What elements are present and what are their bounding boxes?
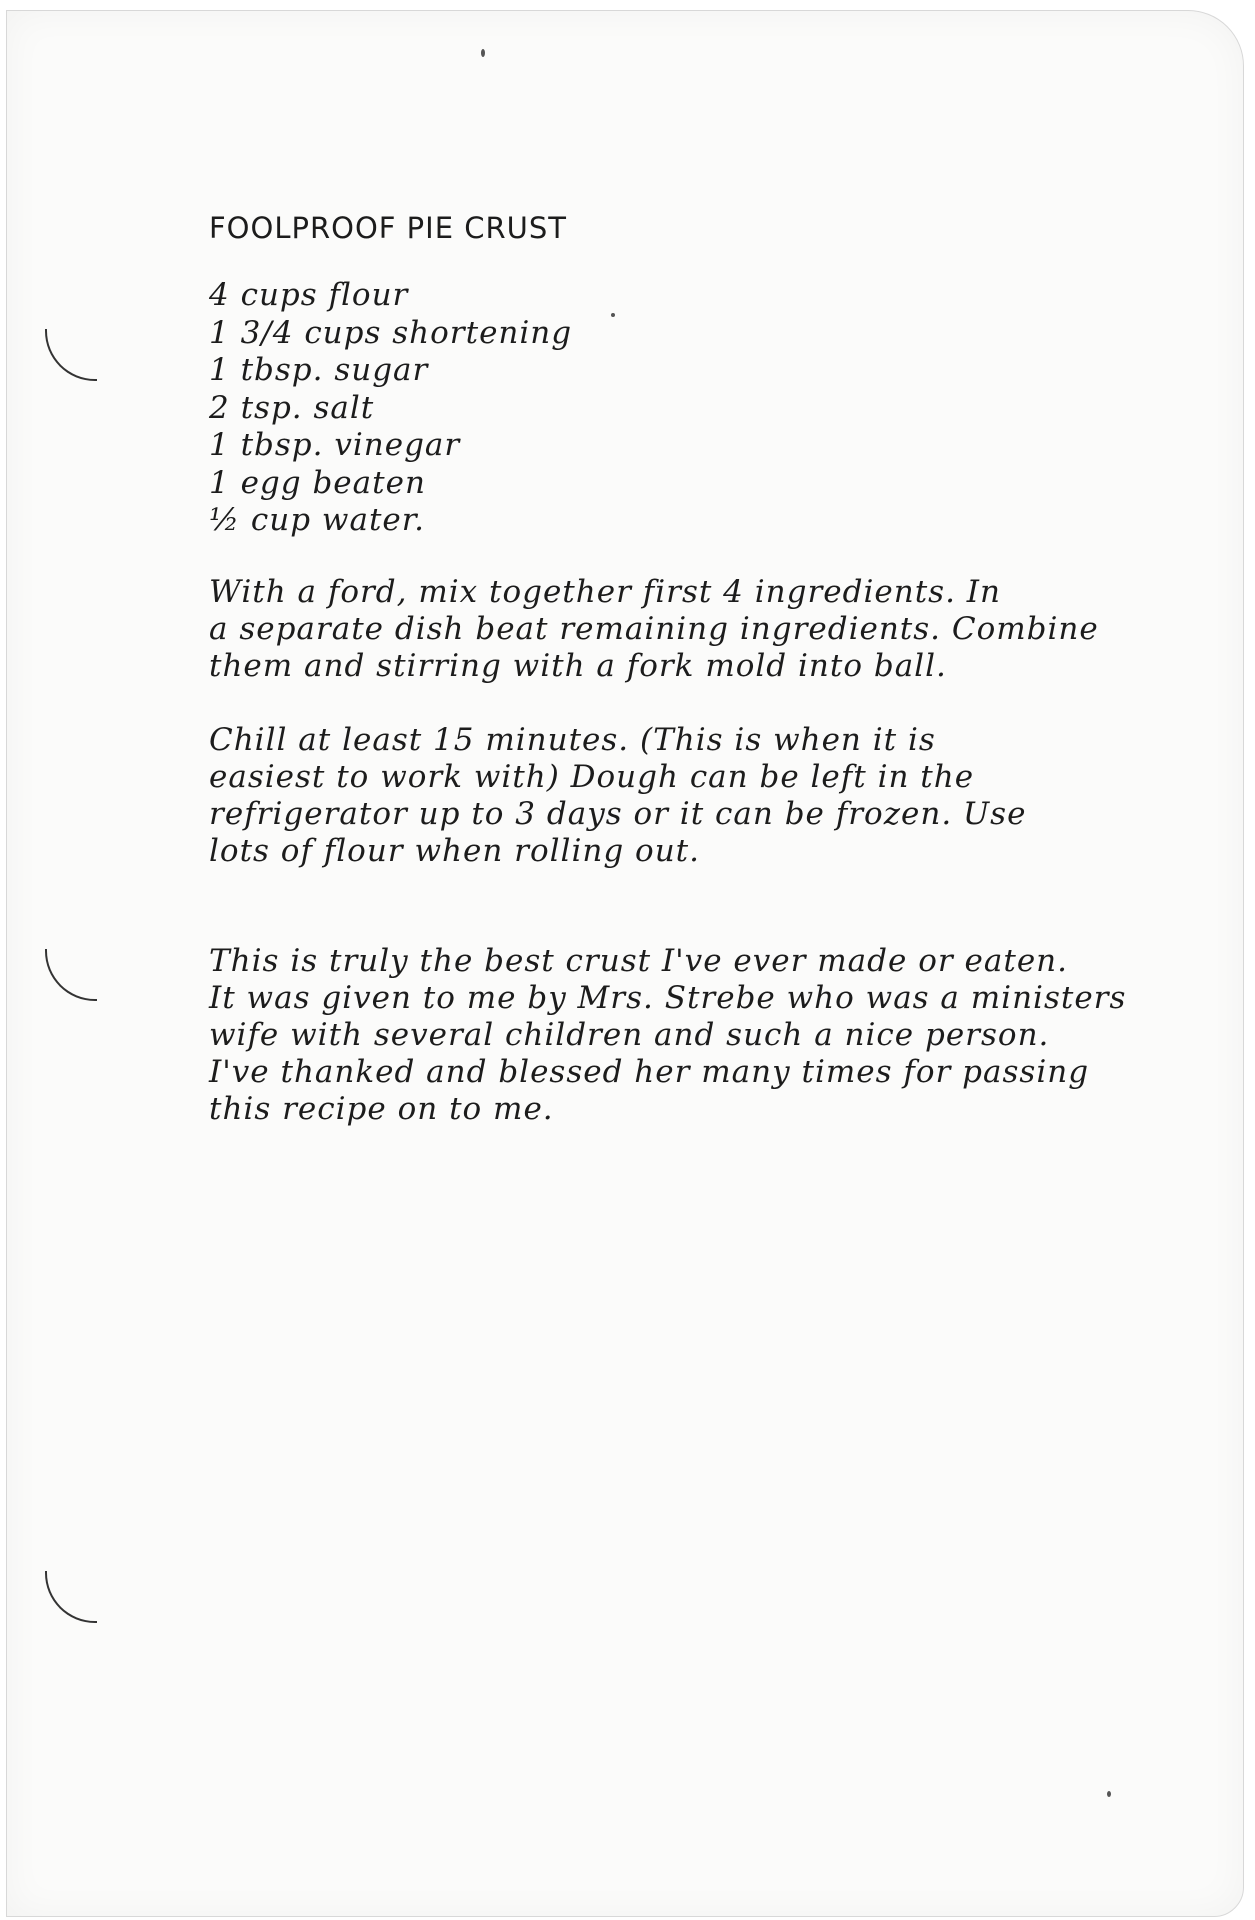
text-line: Chill at least 15 minutes. (This is when it is xyxy=(209,721,936,758)
directions-paragraph-mixing xyxy=(209,574,1209,685)
paper-speck xyxy=(481,49,485,57)
text-line: a separate dish beat remaining ingredients. Combine xyxy=(209,610,1099,647)
binder-hole-bottom xyxy=(45,1571,97,1623)
ingredient-item: 1 tbsp. vinegar xyxy=(209,427,461,463)
text-line: lots of flour when rolling out. xyxy=(209,832,700,869)
ingredient-item: ½ cup water. xyxy=(209,502,426,538)
text-line: With a ford, mix together first 4 ingredients. In xyxy=(209,573,1002,610)
ingredient-item: 1 egg beaten xyxy=(209,464,426,501)
paper-speck xyxy=(1107,1791,1111,1797)
recipe-content xyxy=(209,211,1209,1128)
recipe-title: FOOLPROOF PIE CRUST xyxy=(209,211,568,245)
text-line: wife with several children and such a nice person. xyxy=(209,1016,1050,1053)
ingredient-item: 1 tbsp. sugar xyxy=(209,352,429,388)
text-line: this recipe on to me. xyxy=(209,1090,554,1127)
ingredient-item: 1 3/4 cups shortening xyxy=(209,314,573,351)
ingredient-item: 2 tsp. salt xyxy=(209,389,375,426)
text-line: them and stirring with a fork mold into ball. xyxy=(209,647,947,684)
text-line: I've thanked and blessed her many times for passing xyxy=(209,1053,1090,1090)
ingredient-item: 4 cups flour xyxy=(209,277,409,313)
directions-paragraph-chilling xyxy=(209,722,1209,870)
personal-note xyxy=(209,943,1209,1128)
text-line: It was given to me by Mrs. Strebe who was a ministers xyxy=(209,979,1127,1016)
binder-hole-middle xyxy=(45,949,97,1001)
text-line: easiest to work with) Dough can be left in the xyxy=(209,758,975,795)
text-line: This is truly the best crust I've ever made or eaten. xyxy=(209,942,1068,979)
recipe-card xyxy=(6,10,1244,1917)
ingredient-list xyxy=(209,277,1209,540)
text-line: refrigerator up to 3 days or it can be frozen. Use xyxy=(209,795,1027,832)
binder-hole-top xyxy=(45,329,97,381)
